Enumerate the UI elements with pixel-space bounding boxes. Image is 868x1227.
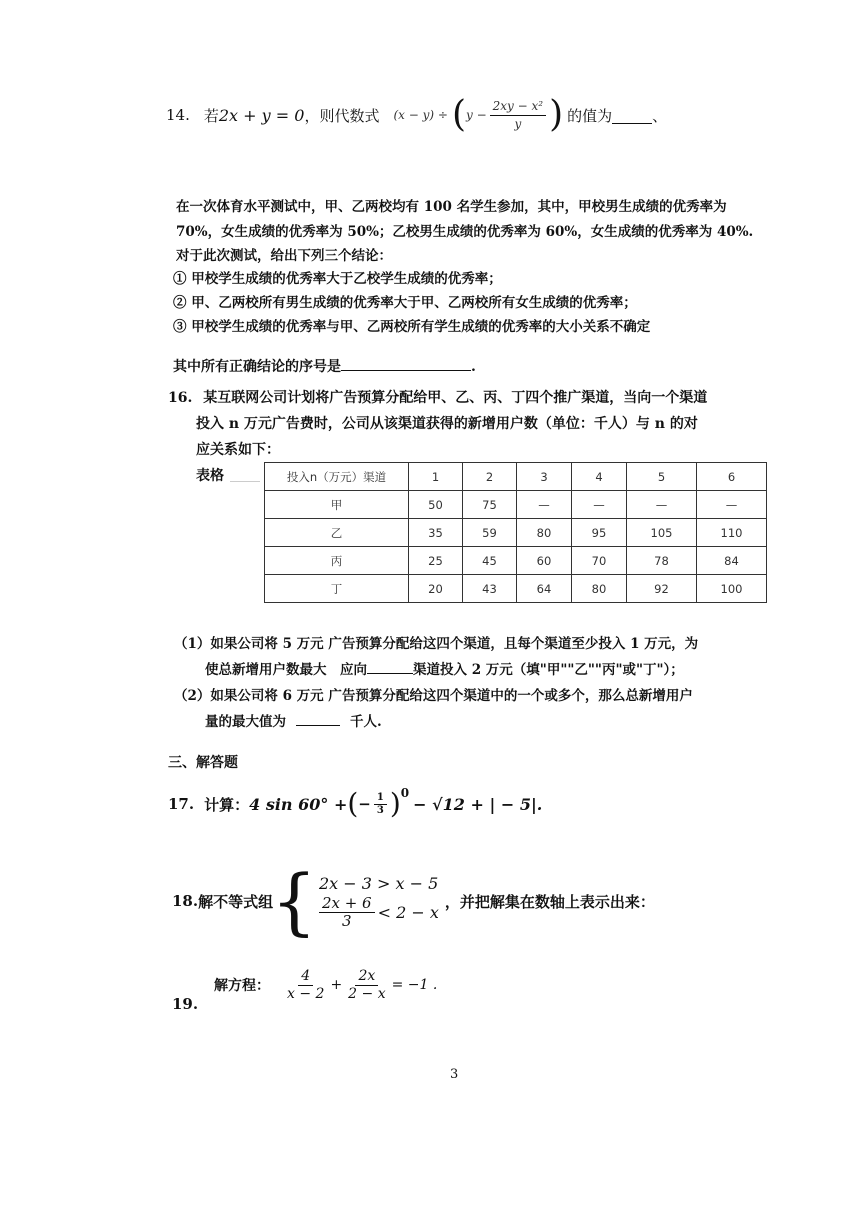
q18-inequality-2 — [319, 895, 439, 930]
q16-number: 16. — [168, 390, 193, 406]
table-cell: 50 — [409, 491, 463, 519]
table-cell: 78 — [627, 547, 697, 575]
table-cell: 35 — [409, 519, 463, 547]
table-cell: 45 — [463, 547, 517, 575]
q16-part1-text-b: 渠道投入 2 万元（填"甲""乙""丙"或"丁"）； — [413, 662, 684, 678]
table-cell: 80 — [572, 575, 627, 603]
q17-number: 17. — [168, 795, 195, 813]
section3-title: 三、解答题 — [168, 755, 238, 771]
q14-answer-blank — [612, 107, 652, 124]
q16-part2-text-b: 千人. — [350, 714, 382, 730]
q16-part2-line2 — [205, 710, 382, 730]
table-cell: 84 — [697, 547, 767, 575]
q17-right-paren: ) — [389, 787, 401, 820]
q15-option-3: ③ 甲校学生成绩的优秀率与甲、乙两校所有学生成绩的优秀率的大小关系不确定 — [173, 319, 651, 335]
q17-part1: 4 sin 60° + — [249, 794, 348, 814]
q17-left-paren: ( — [347, 787, 359, 820]
table-cell: — — [517, 491, 572, 519]
q14-frac-den: y — [514, 116, 522, 131]
table-cell: 92 — [627, 575, 697, 603]
table-row — [265, 575, 767, 603]
q18-label: 解不等式组 — [198, 892, 274, 911]
q15-line2: 70%，女生成绩的优秀率为 50%；乙校男生成绩的优秀率为 60%，女生成绩的优秀率为 40%. — [176, 224, 754, 240]
q14-frac-num: 2xy − x² — [490, 98, 546, 116]
q14-tail: 的值为 — [567, 106, 613, 125]
table-header-cell: 2 — [463, 463, 517, 491]
table-cell: 80 — [517, 519, 572, 547]
q17-fraction — [374, 792, 387, 817]
table-cell: 25 — [409, 547, 463, 575]
q18-tail: ，并把解集在数轴上表示出来： — [444, 892, 655, 911]
q19-plus: + — [330, 977, 343, 993]
q15-option-2: ② 甲、乙两校所有男生成绩的优秀率大于甲、乙两校所有女生成绩的优秀率； — [173, 295, 637, 311]
q14-fraction — [490, 98, 546, 133]
q16-data-table — [264, 462, 767, 603]
q16-part2-blank — [296, 711, 340, 726]
table-cell: 64 — [517, 575, 572, 603]
q14-line — [166, 92, 667, 138]
q18-brace: { — [271, 859, 317, 943]
q17-part2: − √12 + | − 5|. — [413, 794, 543, 814]
q18-inequality-1: 2x − 3 > x − 5 — [318, 873, 439, 893]
q19-frac2-den: 2 − x — [348, 985, 386, 1002]
table-header-cell: 3 — [517, 463, 572, 491]
q18-inequality-2-rest: < 2 − x — [377, 902, 439, 922]
q15-answer-line — [173, 356, 476, 376]
table-cell: 70 — [572, 547, 627, 575]
q16-line3: 应关系如下： — [196, 442, 280, 458]
q16-part1-line2 — [205, 658, 684, 678]
q16-part1-blank — [367, 659, 413, 674]
table-row — [265, 519, 767, 547]
q18-line — [172, 859, 655, 943]
q15-line1: 在一次体育水平测试中，甲、乙两校均有 100 名学生参加，其中，甲校男生成绩的优秀率为 — [176, 199, 727, 215]
q16-part2-text-a: 量的最大值为 — [205, 714, 286, 730]
q17-label: 计算： — [204, 795, 250, 814]
table-header-row — [265, 463, 767, 491]
q14-condition: 2x + y = 0 — [218, 105, 305, 125]
q17-minus: − — [358, 795, 371, 813]
table-cell: 59 — [463, 519, 517, 547]
table-cell: 43 — [463, 575, 517, 603]
table-cell: 105 — [627, 519, 697, 547]
q17-exponent: 0 — [400, 786, 410, 800]
q19-equation — [214, 962, 437, 1008]
q15-answer-prompt: 其中所有正确结论的序号是 — [173, 359, 341, 375]
q19-number: 19. — [172, 995, 199, 1013]
table-cell: 95 — [572, 519, 627, 547]
q18-number: 18. — [172, 892, 199, 910]
q14-if: 若 — [203, 106, 219, 125]
page-number: 3 — [450, 1067, 459, 1082]
q14-mid: ，则代数式 — [304, 106, 380, 125]
q19-label: 解方程： — [214, 978, 270, 994]
table-cell: — — [572, 491, 627, 519]
q15-answer-blank — [341, 356, 471, 371]
q16-table-label-rule — [230, 481, 260, 482]
q16-text-1: 某互联网公司计划将广告预算分配给甲、乙、丙、丁四个推广渠道，当向一个渠道 — [203, 390, 708, 406]
q16-part2-line1: （2）如果公司将 6 万元 广告预算分配给这四个渠道中的一个或多个，那么总新增用户 — [174, 688, 693, 704]
table-cell: 60 — [517, 547, 572, 575]
table-cell: — — [627, 491, 697, 519]
table-row — [265, 491, 767, 519]
q16-line2: 投入 n 万元广告费时，公司从该渠道获得的新增用户数（单位：千人）与 n 的对 — [196, 416, 698, 432]
table-row — [265, 547, 767, 575]
q19-fraction-1 — [284, 968, 327, 1003]
q19-fraction-2 — [345, 968, 388, 1003]
q15-line3: 对于此次测试，给出下列三个结论： — [176, 248, 392, 264]
q15-answer-end: . — [471, 359, 476, 375]
q16-part1-text-a: 使总新增用户数最大 应向 — [205, 662, 367, 678]
q17-line — [168, 786, 542, 822]
table-cell: — — [697, 491, 767, 519]
q18-system — [319, 873, 439, 930]
q14-left-paren: ( — [451, 94, 466, 135]
q16-line1 — [168, 387, 707, 407]
table-cell: 110 — [697, 519, 767, 547]
q19-rhs: = −1 . — [391, 977, 438, 993]
q19-frac1-num: 4 — [298, 968, 313, 986]
q18-fraction — [319, 895, 375, 930]
table-header-cell: 5 — [627, 463, 697, 491]
table-cell: 丙 — [265, 547, 409, 575]
table-header-cell: 1 — [409, 463, 463, 491]
q14-end: 、 — [652, 106, 668, 125]
q16-table-label: 表格 — [196, 468, 224, 484]
q14-number: 14. — [166, 106, 190, 124]
table-header-cell: 投入n（万元）渠道 — [265, 463, 409, 491]
q18-frac-num: 2x + 6 — [319, 895, 375, 913]
table-cell: 甲 — [265, 491, 409, 519]
q14-expr-a: (x − y) ÷ — [393, 108, 448, 122]
q17-frac-den: 3 — [376, 804, 384, 816]
table-cell: 20 — [409, 575, 463, 603]
q19-frac1-den: x − 2 — [287, 985, 325, 1002]
q15-option-1: ① 甲校学生成绩的优秀率大于乙校学生成绩的优秀率； — [173, 271, 502, 287]
q17-frac-num: 1 — [374, 792, 387, 805]
q19-frac2-num: 2x — [355, 968, 378, 986]
table-header-cell: 6 — [697, 463, 767, 491]
table-cell: 75 — [463, 491, 517, 519]
table-cell: 100 — [697, 575, 767, 603]
q14-right-paren: ) — [549, 94, 564, 135]
table-cell: 乙 — [265, 519, 409, 547]
table-cell: 丁 — [265, 575, 409, 603]
q16-part1-line1: （1）如果公司将 5 万元 广告预算分配给这四个渠道，且每个渠道至少投入 1 万元，为 — [174, 636, 699, 652]
q14-expr-y: y − — [465, 108, 487, 122]
q18-frac-den: 3 — [341, 911, 352, 930]
table-header-cell: 4 — [572, 463, 627, 491]
